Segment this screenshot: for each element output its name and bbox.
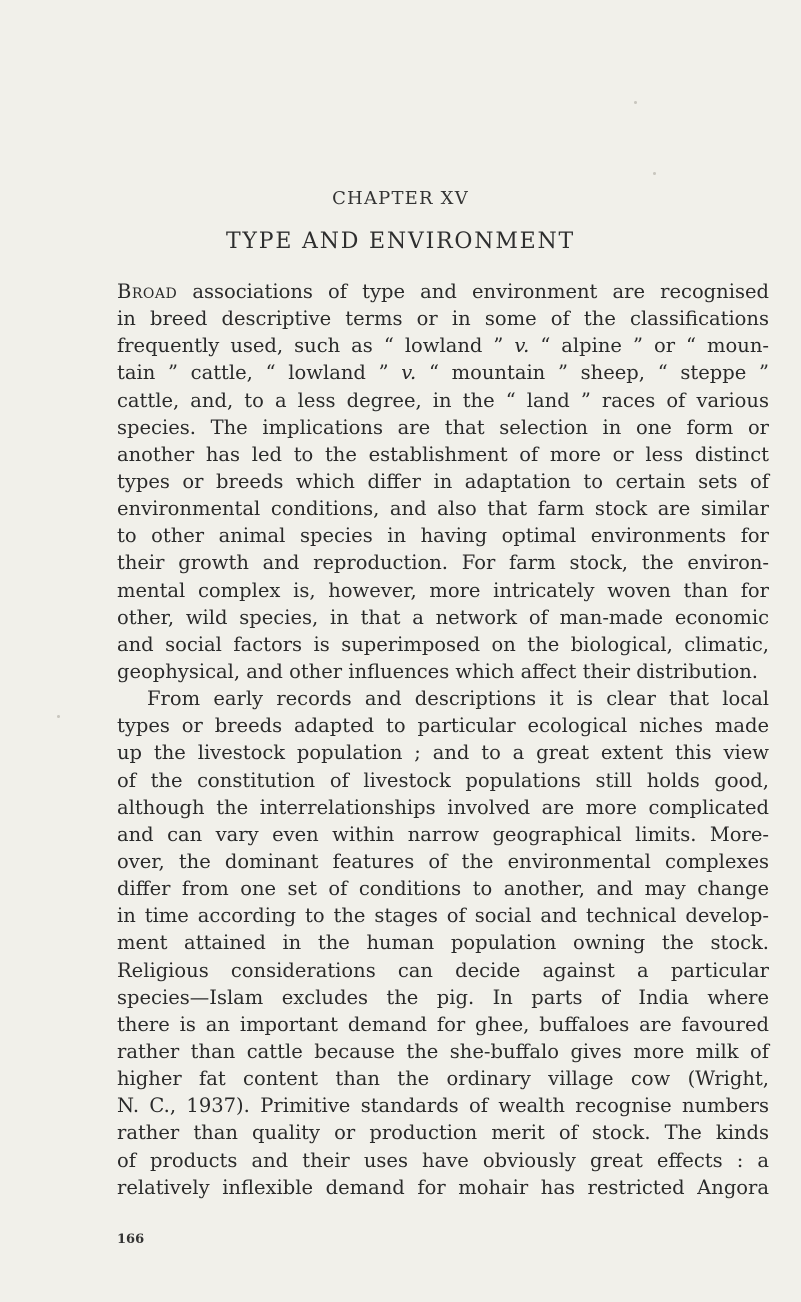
text-line: From early records and descriptions it is clear that local xyxy=(147,687,769,711)
text-line: differ from one set of conditions to another, and may change xyxy=(117,877,769,901)
text-line: in time according to the stages of social and technical develop- xyxy=(117,904,769,928)
text-line: up the livestock population ; and to a great extent this view xyxy=(117,741,769,765)
text-line: over, the dominant features of the environmental complexes xyxy=(117,849,769,873)
text-line: to other animal species in having optimal environments for xyxy=(117,524,769,548)
text-line: of the constitution of livestock populations still holds good, xyxy=(117,768,769,792)
text-line: rather than quality or production merit of stock. The kinds xyxy=(117,1121,769,1145)
text-line: species—Islam excludes the pig. In parts of India where xyxy=(117,985,769,1009)
page-number: 166 xyxy=(117,1232,145,1247)
paper-speck xyxy=(634,101,637,104)
text-line: and can vary even within narrow geographical limits. More- xyxy=(117,822,769,846)
text-line: frequently used, such as “ lowland ” v. “ alpine ” or “ moun- xyxy=(117,334,769,358)
text-line: mental complex is, however, more intricately woven than for xyxy=(117,578,769,602)
text-line: and social factors is superimposed on the biological, climatic, xyxy=(117,632,769,656)
body-text xyxy=(117,278,769,1201)
text-line: relatively inflexible demand for mohair has restricted Angora xyxy=(117,1175,769,1199)
text-line: ment attained in the human population owning the stock. xyxy=(117,931,769,955)
text-line: geophysical, and other influences which affect their distribution. xyxy=(117,659,758,683)
text-line: rather than cattle because the she-buffalo gives more milk of xyxy=(117,1039,769,1063)
opening-word: Broad xyxy=(117,280,178,303)
text-line: N. C., 1937). Primitive standards of wealth recognise numbers xyxy=(117,1094,769,1118)
text-line: environmental conditions, and also that farm stock are similar xyxy=(117,497,769,521)
paper-speck xyxy=(653,172,656,175)
text-line: cattle, and, to a less degree, in the “ land ” races of various xyxy=(117,388,769,412)
text-line: although the interrelationships involved are more complicated xyxy=(117,795,769,819)
text-line: Broad associations of type and environment are recognised xyxy=(117,280,769,303)
chapter-title: TYPE AND ENVIRONMENT xyxy=(225,229,576,254)
text-line: other, wild species, in that a network of man-made economic xyxy=(117,605,769,629)
paper-speck xyxy=(57,715,60,718)
text-line: of products and their uses have obviously great effects : a xyxy=(117,1148,769,1172)
text-line: Religious considerations can decide against a particular xyxy=(117,958,769,982)
text-line: their growth and reproduction. For farm stock, the environ- xyxy=(117,551,769,575)
text-line: types or breeds adapted to particular ecological niches made xyxy=(117,714,769,738)
text-line: another has led to the establishment of more or less distinct xyxy=(117,442,769,466)
text-line: higher fat content than the ordinary village cow (Wright, xyxy=(117,1067,769,1091)
text-line: there is an important demand for ghee, buffaloes are favoured xyxy=(117,1012,769,1036)
text-line: in breed descriptive terms or in some of the classifications xyxy=(117,307,769,331)
text-line: species. The implications are that selection in one form or xyxy=(117,415,769,439)
text-line: tain ” cattle, “ lowland ” v. “ mountain ” sheep, “ steppe ” xyxy=(117,361,769,385)
chapter-label: CHAPTER XV xyxy=(332,188,469,209)
text-line: types or breeds which differ in adaptation to certain sets of xyxy=(117,469,769,493)
